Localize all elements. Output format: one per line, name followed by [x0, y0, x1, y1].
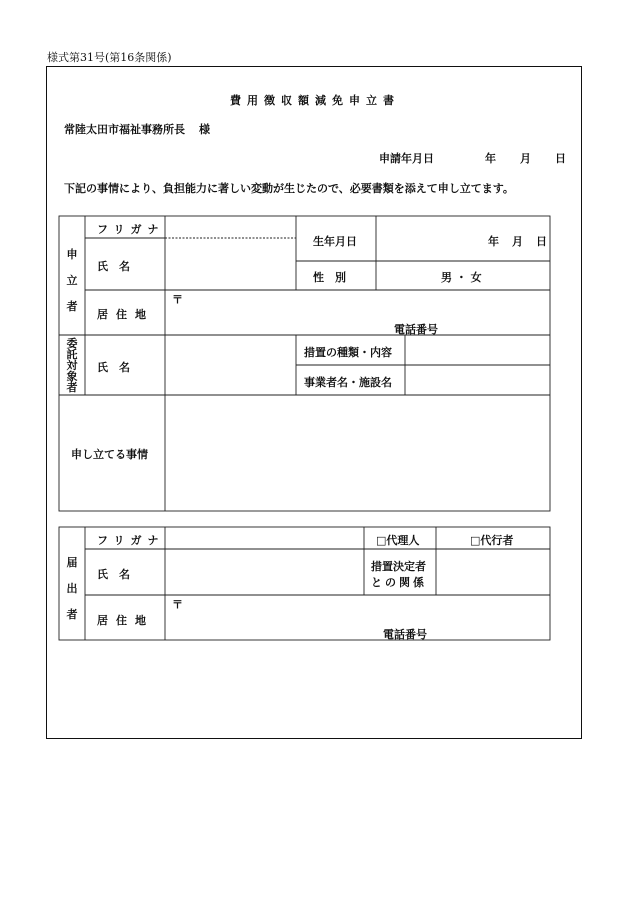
birthdate-month: 月: [512, 235, 523, 248]
gender-label: 性 別: [313, 271, 346, 284]
birthdate-day: 日: [536, 235, 547, 248]
form-title: 費用徴収額減免申立書: [230, 94, 400, 107]
gender-options: 男 ・ 女: [441, 271, 482, 284]
applicant-group-label: 申立者: [66, 248, 78, 313]
notifier-name-label: 氏 名: [97, 568, 130, 581]
proxy-checkbox[interactable]: □代行者: [470, 534, 514, 547]
application-date-month: 月: [520, 152, 531, 165]
measure-type-label: 措置の種類・内容: [304, 346, 392, 359]
provider-label: 事業者名・施設名: [304, 376, 392, 389]
application-date-year: 年: [485, 152, 496, 165]
birthdate-label: 生年月日: [313, 235, 357, 248]
addressee-name: 常陸太田市福祉事務所長: [64, 123, 185, 136]
subject-name-label: 氏 名: [97, 361, 130, 374]
applicant-address-label: 居住地: [97, 308, 154, 321]
notifier-address-label: 居住地: [97, 614, 154, 627]
addressee-honorific: 様: [199, 123, 210, 136]
relation-label-line1: 措置決定者: [371, 560, 426, 573]
notifier-group-label: 届出者: [66, 556, 78, 621]
applicant-phone-label: 電話番号: [394, 323, 438, 336]
agent-checkbox[interactable]: □代理人: [376, 534, 420, 547]
notifier-furigana-label: フリガナ: [97, 534, 165, 547]
applicant-postal-mark: 〒: [172, 293, 183, 306]
reason-label: 申し立てる事情: [71, 448, 148, 461]
applicant-name-label: 氏 名: [97, 260, 130, 273]
application-date-day: 日: [555, 152, 566, 165]
intro-statement: 下記の事情により、負担能力に著しい変動が生じたので、必要書類を添えて申し立てます。: [64, 182, 514, 195]
subject-group-label: 委託対象者: [66, 337, 78, 394]
form-number: 様式第31号(第16条関係): [47, 51, 172, 64]
notifier-phone-label: 電話番号: [383, 628, 427, 641]
application-date-label: 申請年月日: [379, 152, 434, 165]
notifier-postal-mark: 〒: [172, 598, 183, 611]
relation-label-line2: との関係: [371, 576, 427, 589]
applicant-furigana-label: フリガナ: [97, 223, 165, 236]
birthdate-year: 年: [488, 235, 499, 248]
